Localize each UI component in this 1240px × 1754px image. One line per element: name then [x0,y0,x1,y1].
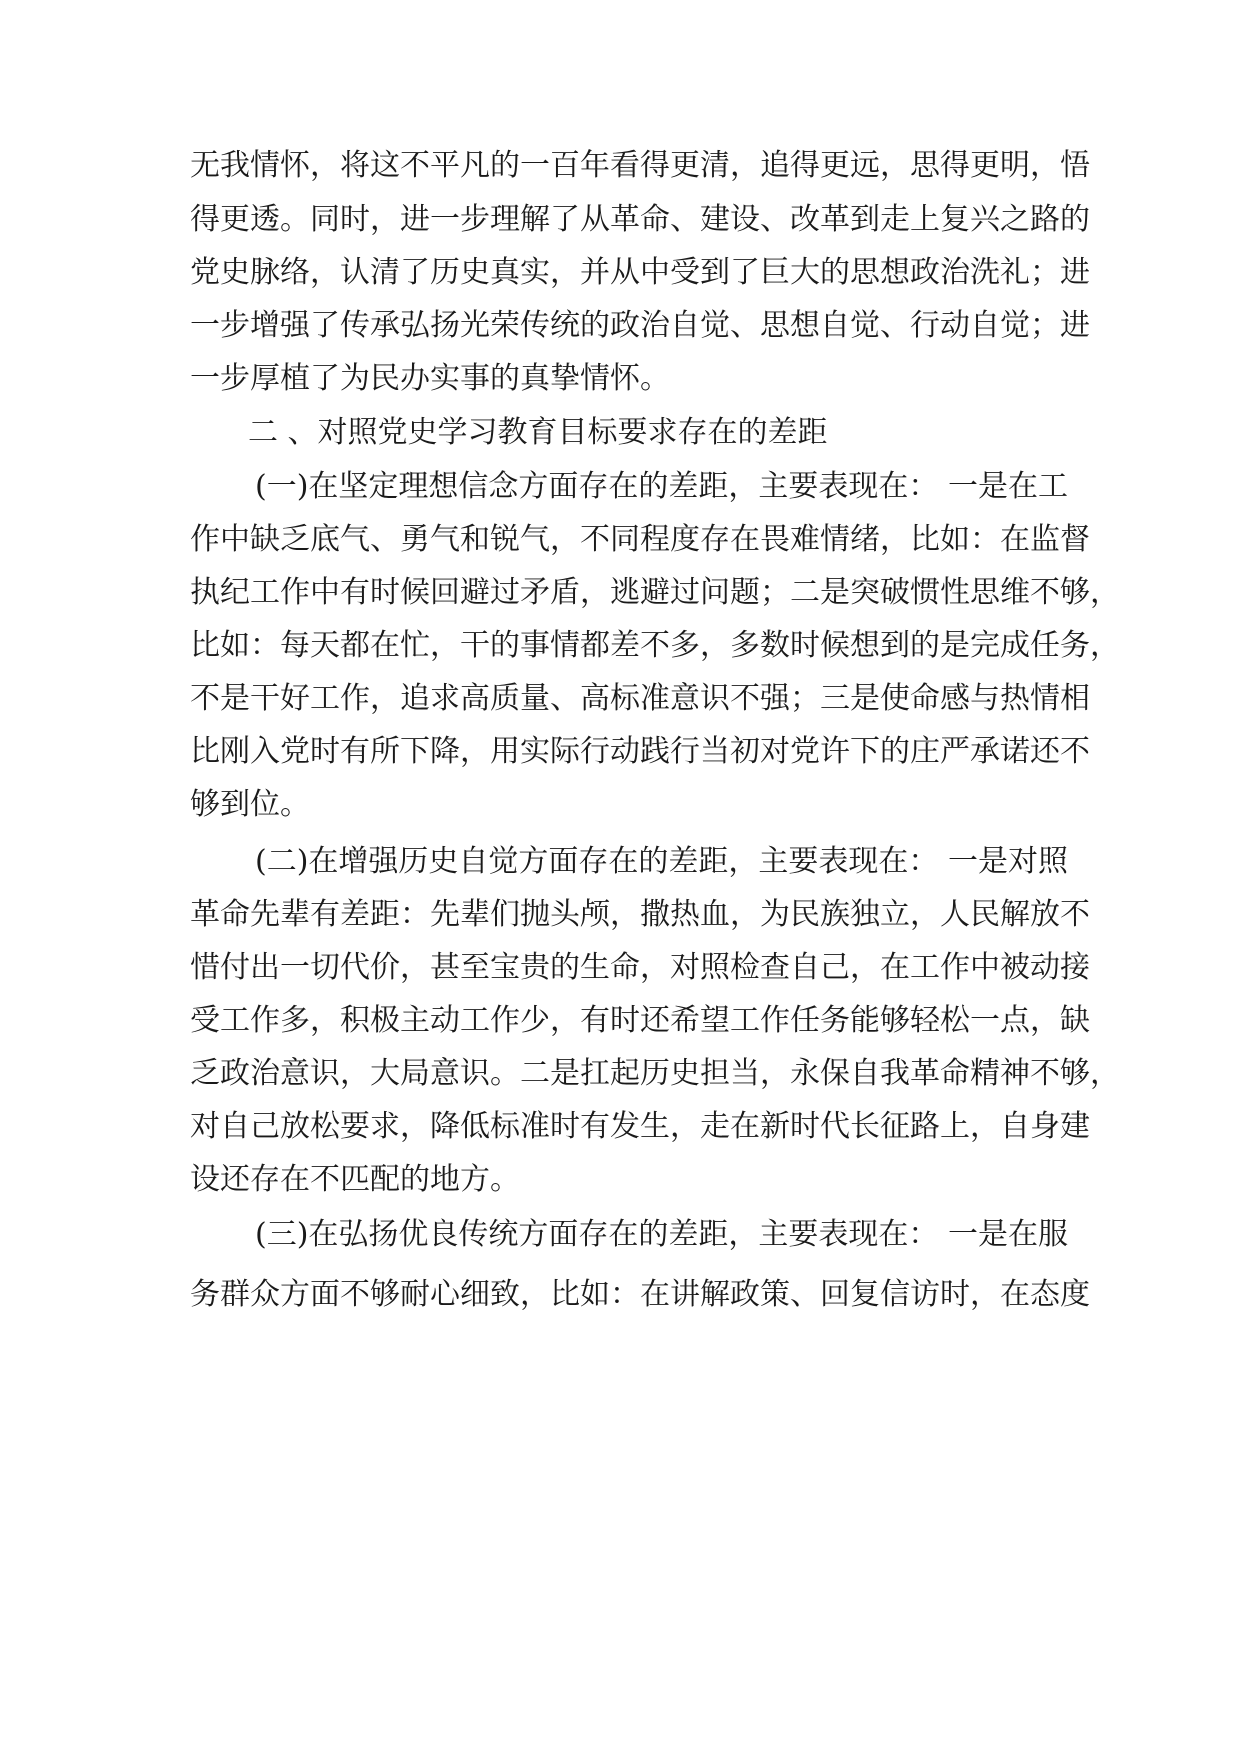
paragraph-line: 执纪工作中有时候回避过矛盾，逃避过问题；二是突破惯性思维不够， [190,575,1120,610]
paragraph-line: 受工作多，积极主动工作少，有时还希望工作任务能够轻松一点，缺 [190,1003,1090,1038]
paragraph-line: 党史脉络，认清了历史真实，并从中受到了巨大的思想政治洗礼；进 [190,255,1090,290]
section-heading: 二 、对照党史学习教育目标要求存在的差距 [248,415,828,450]
paragraph-line: 设还存在不匹配的地方。 [190,1162,520,1197]
paragraph-line: 对自己放松要求，降低标准时有发生，走在新时代长征路上，自身建 [190,1109,1090,1144]
paragraph-line: 无我情怀，将这不平凡的一百年看得更清，追得更远，思得更明，悟 [190,148,1090,183]
paragraph-line: 务群众方面不够耐心细致，比如：在讲解政策、回复信访时，在态度 [190,1277,1090,1312]
paragraph-line: 得更透。同时，进一步理解了从革命、建设、改革到走上复兴之路的 [190,202,1090,237]
paragraph-line: 惜付出一切代价，甚至宝贵的生命，对照检查自己，在工作中被动接 [190,950,1090,985]
paragraph-line: 乏政治意识，大局意识。二是扛起历史担当，永保自我革命精神不够， [190,1056,1120,1091]
paragraph-line: (二)在增强历史自觉方面存在的差距，主要表现在： 一是对照 [255,844,1068,879]
paragraph-line: (一)在坚定理想信念方面存在的差距，主要表现在： 一是在工 [255,469,1068,504]
paragraph-line: 一步增强了传承弘扬光荣传统的政治自觉、思想自觉、行动自觉；进 [190,308,1090,343]
paragraph-line: 比如：每天都在忙，干的事情都差不多，多数时候想到的是完成任务， [190,628,1120,663]
paragraph-line: 不是干好工作，追求高质量、高标准意识不强；三是使命感与热情相 [190,681,1090,716]
paragraph-line: (三)在弘扬优良传统方面存在的差距，主要表现在： 一是在服 [255,1217,1068,1252]
paragraph-line: 一步厚植了为民办实事的真挚情怀。 [190,361,670,396]
paragraph-line: 革命先辈有差距：先辈们抛头颅，撒热血，为民族独立，人民解放不 [190,897,1090,932]
paragraph-line: 作中缺乏底气、勇气和锐气，不同程度存在畏难情绪，比如：在监督 [190,522,1090,557]
paragraph-line: 比刚入党时有所下降，用实际行动践行当初对党许下的庄严承诺还不 [190,734,1090,769]
paragraph-line: 够到位。 [190,787,310,822]
